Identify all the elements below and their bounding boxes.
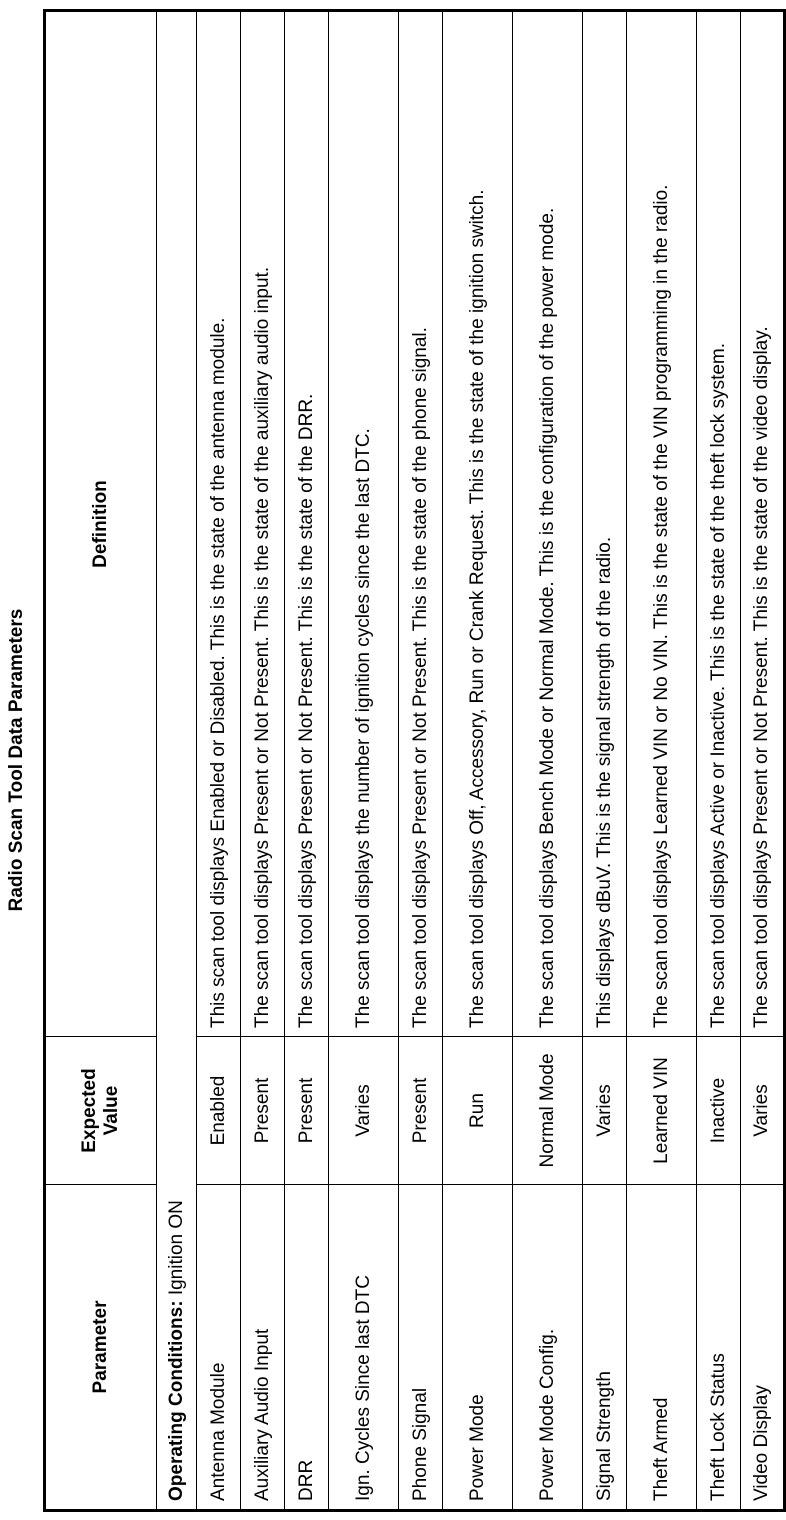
parameter-cell: Power Mode	[443, 1185, 513, 1511]
expected-value-cell: Learned VIN	[627, 1037, 697, 1185]
table-row	[697, 11, 741, 1511]
table-row	[285, 11, 329, 1511]
table-row	[741, 11, 785, 1511]
table-row	[197, 11, 241, 1511]
expected-value-cell: Inactive	[697, 1037, 741, 1185]
expected-value-cell: Present	[285, 1037, 329, 1185]
header-expected-value: Expected Value	[45, 1037, 157, 1185]
definition-cell: The scan tool displays Learned VIN or No VIN. This is the state of the VIN programming in the radio.	[627, 11, 697, 1037]
expected-value-cell: Enabled	[197, 1037, 241, 1185]
table-row	[399, 11, 443, 1511]
parameter-cell: Auxiliary Audio Input	[241, 1185, 285, 1511]
data-parameters-table	[43, 9, 786, 1512]
table-row	[443, 11, 513, 1511]
table-row	[583, 11, 627, 1511]
parameter-cell: DRR	[285, 1185, 329, 1511]
table-row	[513, 11, 583, 1511]
parameter-cell: Video Display	[741, 1185, 785, 1511]
parameter-cell: Signal Strength	[583, 1185, 627, 1511]
header-definition: Definition	[45, 11, 157, 1037]
expected-value-cell: Varies	[583, 1037, 627, 1185]
definition-cell: The scan tool displays Bench Mode or Normal Mode. This is the configuration of the power mode.	[513, 11, 583, 1037]
operating-conditions-row	[157, 11, 197, 1511]
parameter-cell: Phone Signal	[399, 1185, 443, 1511]
definition-cell: The scan tool displays Off, Accessory, Run or Crank Request. This is the state of the ignition switch.	[443, 11, 513, 1037]
definition-cell: The scan tool displays Present or Not Present. This is the state of the video display.	[741, 11, 785, 1037]
parameter-cell: Theft Armed	[627, 1185, 697, 1511]
definition-cell: The scan tool displays Active or Inactive. This is the state of the theft lock system.	[697, 11, 741, 1037]
parameter-cell: Power Mode Config.	[513, 1185, 583, 1511]
definition-cell: The scan tool displays the number of ignition cycles since the last DTC.	[329, 11, 399, 1037]
header-parameter: Parameter	[45, 1185, 157, 1511]
operating-conditions-value: Ignition ON	[165, 1200, 187, 1296]
operating-conditions-label: Operating Conditions:	[165, 1300, 187, 1501]
parameter-cell: Antenna Module	[197, 1185, 241, 1511]
operating-conditions-cell	[157, 11, 197, 1511]
expected-value-cell: Present	[241, 1037, 285, 1185]
expected-value-cell: Present	[399, 1037, 443, 1185]
expected-value-cell: Run	[443, 1037, 513, 1185]
definition-cell: The scan tool displays Present or Not Present. This is the state of the auxiliary audio input.	[241, 11, 285, 1037]
definition-cell: This scan tool displays Enabled or Disabled. This is the state of the antenna module.	[197, 11, 241, 1037]
table-header-row	[45, 11, 157, 1511]
expected-value-cell: Varies	[329, 1037, 399, 1185]
table-row	[241, 11, 285, 1511]
expected-value-cell: Normal Mode	[513, 1037, 583, 1185]
table-row	[329, 11, 399, 1511]
page-title: Radio Scan Tool Data Parameters	[6, 608, 27, 912]
definition-cell: This displays dBuV. This is the signal strength of the radio.	[583, 11, 627, 1037]
parameter-cell: Theft Lock Status	[697, 1185, 741, 1511]
definition-cell: The scan tool displays Present or Not Present. This is the state of the phone signal.	[399, 11, 443, 1037]
table-row	[627, 11, 697, 1511]
expected-value-cell: Varies	[741, 1037, 785, 1185]
parameter-cell: Ign. Cycles Since last DTC	[329, 1185, 399, 1511]
definition-cell: The scan tool displays Present or Not Present. This is the state of the DRR.	[285, 11, 329, 1037]
